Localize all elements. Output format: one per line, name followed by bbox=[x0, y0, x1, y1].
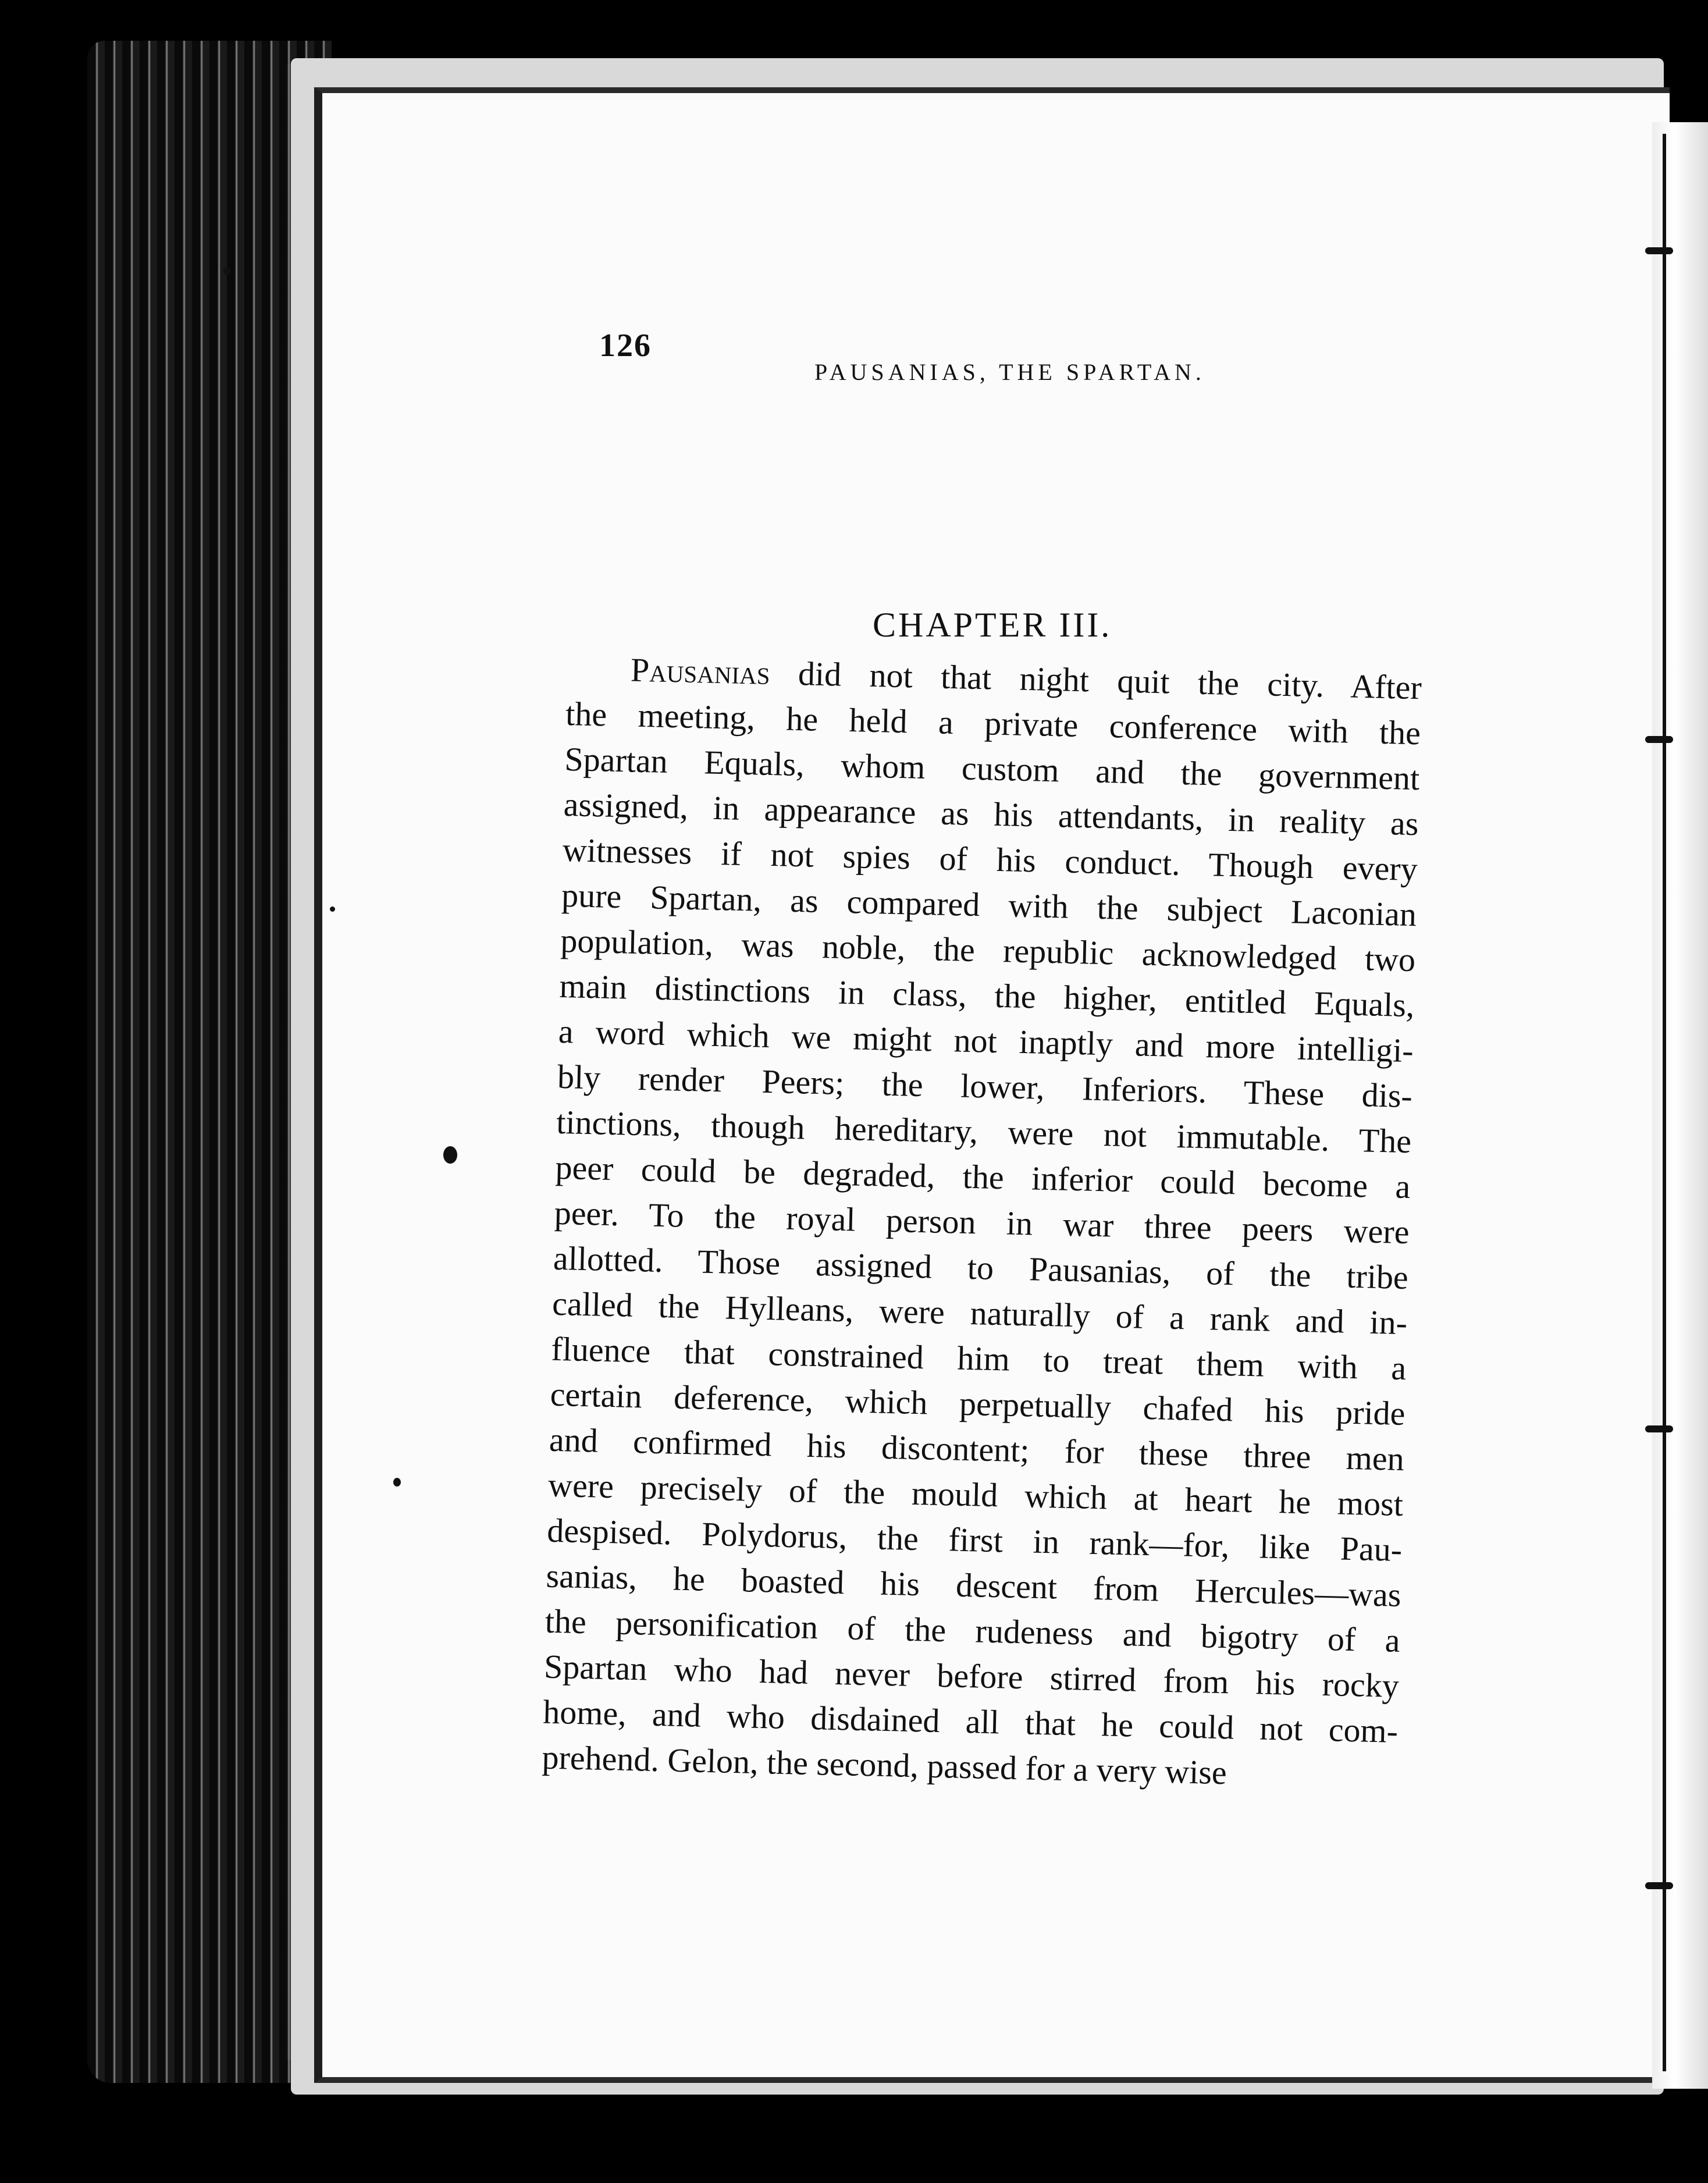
running-head: PAUSANIAS, THE SPARTAN. bbox=[814, 359, 1205, 385]
text-line: pure Spartan, as compared with the subject Laconian bbox=[561, 876, 1417, 934]
opening-word: Pausanias bbox=[630, 650, 771, 692]
page-number: 126 bbox=[599, 328, 652, 364]
text-line: a word which we might not inaptly and more intelligi- bbox=[558, 1012, 1414, 1070]
text-line: tinctions, though hereditary, were not immutable. The bbox=[556, 1103, 1412, 1161]
text-line: Spartan Equals, whom custom and the government bbox=[564, 739, 1420, 798]
text-line: home, and who disdained all that he could not com- bbox=[542, 1693, 1399, 1750]
chapter-title: CHAPTER III. bbox=[873, 606, 1112, 644]
text-line: bly render Peers; the lower, Inferiors. These dis- bbox=[557, 1057, 1413, 1115]
ink-blot bbox=[443, 1146, 457, 1164]
text-line: peer could be degraded, the inferior could become a bbox=[554, 1148, 1411, 1206]
binding-stitch bbox=[1645, 247, 1673, 254]
text-line: fluence that constrained him to treat them with a bbox=[550, 1329, 1407, 1388]
text-line: witnesses if not spies of his conduct. Though every bbox=[562, 830, 1418, 888]
text-line: prehend. Gelon, the second, passed for a very wise bbox=[541, 1738, 1227, 1792]
text-line: sanias, he boasted his descent from Hercules—was bbox=[545, 1556, 1402, 1614]
text-line: despised. Polydorus, the first in rank—for, like Pau- bbox=[546, 1511, 1403, 1569]
ink-speck bbox=[393, 1478, 401, 1487]
text-line: population, was noble, the republic acknowledged two bbox=[560, 921, 1416, 979]
text-line: allotted. Those assigned to Pausanias, of the tribe bbox=[553, 1239, 1409, 1297]
ink-speck bbox=[223, 268, 230, 275]
text-line: certain deference, which perpetually chafed his pride bbox=[550, 1375, 1406, 1433]
text-line: were precisely of the mould which at heart he most bbox=[547, 1466, 1404, 1523]
binding-stitch bbox=[1645, 1882, 1673, 1889]
text-line: called the Hylleans, were naturally of a rank and in- bbox=[551, 1284, 1408, 1342]
text-line: main distinctions in class, the higher, entitled Equals, bbox=[559, 966, 1415, 1025]
text-line: peer. To the royal person in war three peers were bbox=[554, 1193, 1410, 1252]
binding-stitch bbox=[1645, 1425, 1673, 1432]
text-line: and confirmed his discontent; for these three men bbox=[549, 1420, 1405, 1478]
text-line: Spartan who had never before stirred from his rocky bbox=[543, 1647, 1400, 1705]
binding-line bbox=[1663, 134, 1666, 2071]
text-line: Pausanias did not that night quit the city. After bbox=[630, 650, 1422, 707]
text-line: the personification of the rudeness and bigotry of a bbox=[545, 1602, 1401, 1659]
text-line: assigned, in appearance as his attendants, in reality as bbox=[563, 785, 1419, 843]
text-line: the meeting, he held a private conference with the bbox=[565, 694, 1421, 752]
ink-speck bbox=[330, 906, 335, 912]
binding-stitch bbox=[1645, 736, 1673, 743]
chapter-body bbox=[542, 646, 1422, 1800]
binding-gutter bbox=[1652, 122, 1708, 2089]
